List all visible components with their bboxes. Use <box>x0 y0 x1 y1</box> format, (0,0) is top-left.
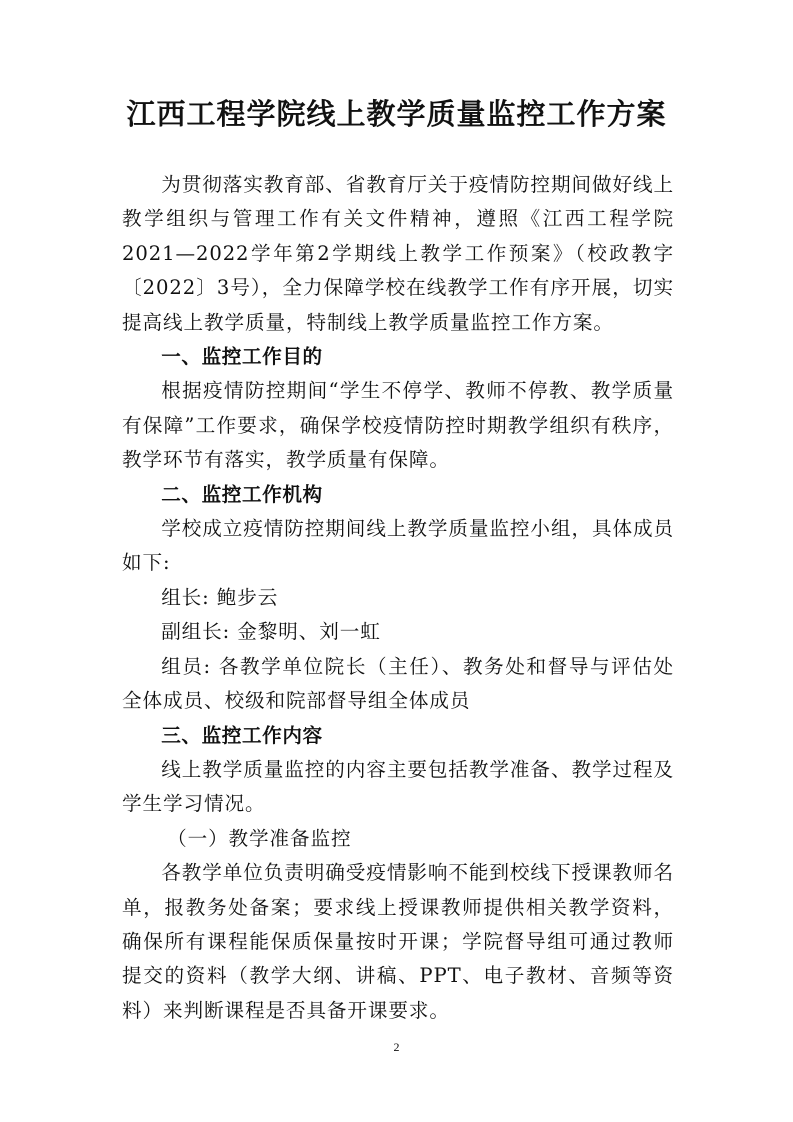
deputy-leader-line: 副组长: 金黎明、刘一虹 <box>161 620 381 644</box>
document-title: 江西工程学院线上教学质量监控工作方案 <box>126 97 667 131</box>
content-paragraph: 线上教学质量监控的内容主要包括教学准备、教学过程及学生学习情况。 <box>122 757 674 816</box>
preparation-paragraph: 各教学单位负责明确受疫情影响不能到校线下授课教师名单，报教务处备案；要求线上授课教师提供相关教学资料，确保所有课程能保质保量按时开课；学院督导组可通过教师提交的资料（教学大纲、讲稿、PPT、电子教材、音频等资料）来判断课程是否具备开课要求。 <box>122 861 674 1022</box>
section-heading-purpose: 一、监控工作目的 <box>161 345 323 369</box>
purpose-paragraph: 根据疫情防控期间“学生不停学、教师不停教、教学质量有保障”工作要求，确保学校疫情防控时期教学组织有秩序，教学环节有落实，教学质量有保障。 <box>122 379 674 472</box>
group-leader-line: 组长: 鲍步云 <box>161 585 279 609</box>
section-heading-content: 三、监控工作内容 <box>161 723 323 747</box>
group-members-paragraph: 组员: 各教学单位院长（主任）、教务处和督导与评估处全体成员、校级和院部督导组全体成员 <box>122 654 674 713</box>
page-number: 2 <box>393 1040 400 1054</box>
section-heading-organization: 二、监控工作机构 <box>161 482 323 506</box>
organization-paragraph: 学校成立疫情防控期间线上教学质量监控小组，具体成员如下: <box>122 517 674 575</box>
intro-paragraph: 为贯彻落实教育部、省教育厅关于疫情防控期间做好线上教学组织与管理工作有关文件精神，遵照《江西工程学院2021—2022学年第2学期线上教学工作预案》（校政教字〔2022〕3号），全力保障学校在线教学工作有序开展，切实提高线上教学质量，特制线上教学质量监控工作方案。 <box>122 173 674 334</box>
document-body <box>122 168 674 1028</box>
subsection-heading-preparation: （一）教学准备监控 <box>167 826 352 850</box>
